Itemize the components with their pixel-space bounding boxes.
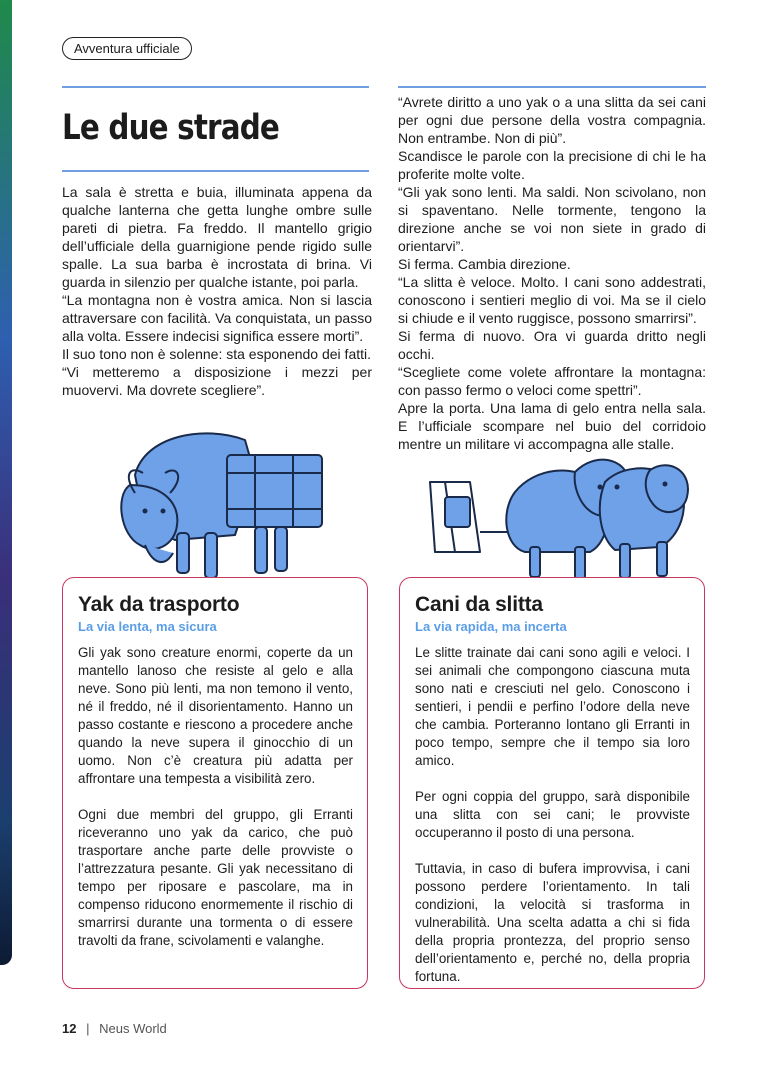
paragraph: “Vi metteremo a disposizione i mezzi per muovervi. Ma dovrete scegliere”. xyxy=(62,364,372,398)
paragraph: Tuttavia, in caso di bufera improvvisa, i cani possono perdere l’orientamento. In tali condizioni, la velocità si trasforma in vulnerabilità. Una scelta adatta a chi si fida della propria prontezza, del proprio senso dell’orientamento e, perché no, della propria fortuna. xyxy=(415,861,690,984)
paragraph: “La montagna non è vostra amica. Non si lascia attraversare con facilità. Va conquistata, un passo alla volta. Essere indecisi significa essere morti”. xyxy=(62,292,372,344)
paragraph: Il suo tono non è solenne: sta esponendo dei fatti. xyxy=(62,346,372,362)
paragraph: “Scegliete come volete affrontare la montagna: con passo fermo o veloci come spettri”. xyxy=(398,364,706,398)
paragraph: Si ferma. Cambia direzione. xyxy=(398,256,571,272)
title-rule-bottom xyxy=(62,170,369,172)
page-edge-decoration xyxy=(0,0,12,965)
paragraph: Apre la porta. Una lama di gelo entra nella sala. E l’ufficiale scompare nel buio del corridoio mentre un militare vi accompagna alle stalle. xyxy=(398,400,706,452)
sled-dogs-illustration xyxy=(425,452,695,592)
card-subtitle: La via rapida, ma incerta xyxy=(415,619,567,634)
title-rule-top xyxy=(62,86,369,88)
paragraph: La sala è stretta e buia, illuminata appena da qualche lanterna che getta lunghe ombre sulle pareti di pietra. Fa freddo. Il mantello grigio dell’ufficiale della guarnigione pende rigido sulle spalle. La sua barba è incrostata di brina. Vi guarda in silenzio per qualche istante, poi parla. xyxy=(62,184,372,290)
paragraph: Per ogni coppia del gruppo, sarà disponibile una slitta con sei cani; le provviste occuperanno il posto di una persona. xyxy=(415,789,690,840)
paragraph: “Gli yak sono lenti. Ma saldi. Non scivolano, non si spaventano. Nelle tormente, tengono la direzione anche se voi non siete in grado di orientarvi”. xyxy=(398,184,706,254)
yak-illustration xyxy=(115,415,335,595)
yak-card xyxy=(62,577,368,989)
card-body xyxy=(415,644,690,986)
card-title: Yak da trasporto xyxy=(78,593,240,616)
footer-separator: | xyxy=(86,1021,90,1036)
dog-card xyxy=(399,577,705,989)
card-title: Cani da slitta xyxy=(415,593,543,616)
paragraph: Gli yak sono creature enormi, coperte da un mantello lanoso che resiste al gelo e alla neve. Sono più lenti, ma non temono il vento, né il freddo, né il disorientamento. Hanno un passo costante e riescono a procedere anche quando la neve supera il ginocchio di un uomo. Non c’è creatura più adatta per affrontare una tempesta a visibilità zero. xyxy=(78,645,353,786)
paragraph: Ogni due membri del gruppo, gli Erranti riceveranno uno yak da carico, che può trasportare anche parte delle provviste o l’attrezzatura pesante. Gli yak necessitano di tempo per riposare e pascolare, ma in compenso riducono enormemente il rischio di smarrirsi durante una tormenta o di essere travolti da frane, scivolamenti e valanghe. xyxy=(78,807,353,948)
card-subtitle: La via lenta, ma sicura xyxy=(78,619,217,634)
right-column-rule xyxy=(398,86,706,88)
card-body xyxy=(78,644,353,950)
left-column xyxy=(62,183,372,399)
paragraph: Le slitte trainate dai cani sono agili e veloci. I sei animali che compongono ciascuna muta sono nati e cresciuti nel gelo. Conoscono i sentieri, i pendii e perfino l’odore della neve che cambia. Porteranno lontano gli Erranti in poco tempo, sempre che il tempo sia loro amico. xyxy=(415,645,690,768)
paragraph: “La slitta è veloce. Molto. I cani sono addestrati, conoscono i sentieri meglio di voi. Ma se il cielo si chiude e il vento ruggisce, possono smarrirsi”. xyxy=(398,274,706,326)
section-tag: Avventura ufficiale xyxy=(62,37,192,60)
page-number: 12 xyxy=(62,1021,77,1036)
page-footer xyxy=(62,1021,167,1036)
paragraph: Scandisce le parole con la precisione di chi le ha proferite molte volte. xyxy=(398,148,706,182)
paragraph: Si ferma di nuovo. Ora vi guarda dritto negli occhi. xyxy=(398,328,706,362)
paragraph: “Avrete diritto a uno yak o a una slitta da sei cani per ogni due persone della vostra compagnia. Non entrambe. Non di più”. xyxy=(398,94,706,146)
publication-name: Neus World xyxy=(99,1021,167,1036)
page-title: Le due strade xyxy=(62,108,280,148)
right-column xyxy=(398,93,706,453)
